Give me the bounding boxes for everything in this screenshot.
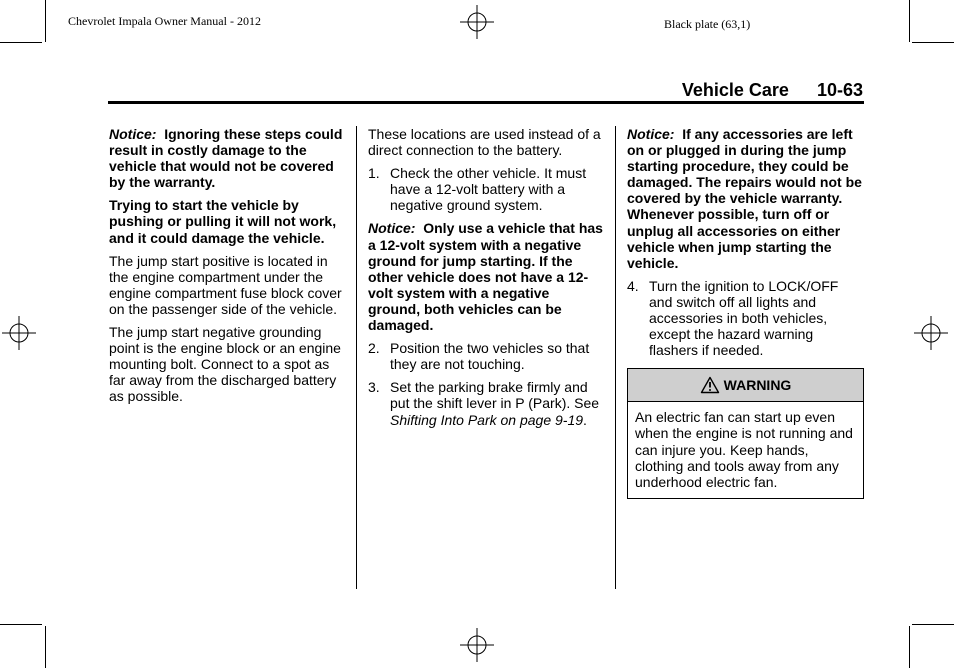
header-rule: [108, 101, 864, 104]
step-text: [390, 379, 604, 427]
notice-paragraph: [368, 220, 604, 333]
notice-paragraph: [627, 126, 865, 271]
column-2: [368, 126, 604, 435]
step-number: 4.: [627, 277, 639, 294]
list-item: [627, 278, 865, 358]
step-text: Check the other vehicle. It must have a 12-volt battery with a negative ground system.: [390, 165, 587, 214]
warning-box: [627, 368, 864, 498]
crop-mark: [0, 624, 42, 625]
step-number: 2.: [368, 340, 380, 357]
warning-triangle-icon: [700, 376, 720, 394]
crop-mark: [909, 626, 910, 668]
step-text: Position the two vehicles so that they are not touching.: [390, 340, 590, 373]
notice-label: Notice:: [109, 126, 157, 142]
step-text-main: Set the parking brake firmly and put the shift lever in P (Park). See: [390, 379, 600, 412]
step-text-end: .: [583, 411, 587, 428]
list-item: [368, 165, 604, 213]
crop-mark: [0, 42, 42, 43]
crop-mark: [45, 626, 46, 668]
registration-mark-icon: [460, 5, 494, 39]
crop-mark: [912, 624, 954, 625]
column-divider: [615, 126, 616, 589]
notice-text: Ignoring these steps could result in costly damage to the vehicle that would not be covered by the warranty.: [109, 126, 343, 191]
step-number: 3.: [368, 379, 380, 396]
manual-title: Chevrolet Impala Owner Manual - 2012: [68, 14, 261, 28]
notice-label: Notice:: [627, 126, 675, 142]
registration-mark-icon: [460, 628, 494, 662]
warning-paragraph: Trying to start the vehicle by pushing or pulling it will not work, and it could damage the vehicle.: [109, 197, 337, 246]
notice-text: Only use a vehicle that has a 12-volt system with a negative ground for jump starting. If the other vehicle does not have a 12-volt system with a negative ground, both vehicles can be damaged.: [368, 220, 603, 334]
warning-header: [628, 369, 863, 402]
cross-reference-link[interactable]: Shifting Into Park on page 9-19: [390, 411, 584, 428]
column-divider: [356, 126, 357, 589]
warning-text: An electric fan can start up even when the engine is not running and can injure you. Keep hands, clothing and tools away from any underhood electric fan.: [635, 409, 853, 490]
crop-mark: [912, 42, 954, 43]
plate-label: Black plate (63,1): [664, 17, 751, 31]
warning-title: WARNING: [723, 377, 792, 394]
section-heading: [682, 80, 863, 101]
column-3: [627, 126, 865, 499]
notice-paragraph: [109, 126, 345, 190]
step-text: Turn the ignition to LOCK/OFF and switch off all lights and accessories in both vehicles, except the hazard warning flashers if needed.: [649, 277, 839, 359]
crop-mark: [45, 0, 46, 42]
section-title: Vehicle Care: [681, 80, 789, 100]
list-item: [368, 340, 604, 372]
body-paragraph: The jump start positive is located in the engine compartment under the engine compartment fuse block cover on the passenger side of the vehicle.: [109, 252, 342, 317]
step-number: 1.: [368, 165, 380, 182]
page-number: 10-63: [816, 80, 863, 100]
list-item: [368, 379, 604, 427]
notice-text: If any accessories are left on or plugged in during the jump starting procedure, they could be damaged. The repairs would not be covered by the vehicle warranty. Whenever possible, turn off or unplug all accessories on either vehicle when jump starting the vehicle.: [627, 126, 862, 271]
registration-mark-icon: [914, 316, 948, 350]
notice-label: Notice:: [368, 220, 416, 237]
registration-mark-icon: [2, 316, 36, 350]
column-1: [109, 126, 345, 412]
crop-mark: [909, 0, 910, 42]
body-paragraph: These locations are used instead of a direct connection to the battery.: [368, 126, 601, 159]
body-paragraph: The jump start negative grounding point is the engine block or an engine mounting bolt. Connect to a spot as far away from the discharged battery as possible.: [109, 324, 341, 405]
